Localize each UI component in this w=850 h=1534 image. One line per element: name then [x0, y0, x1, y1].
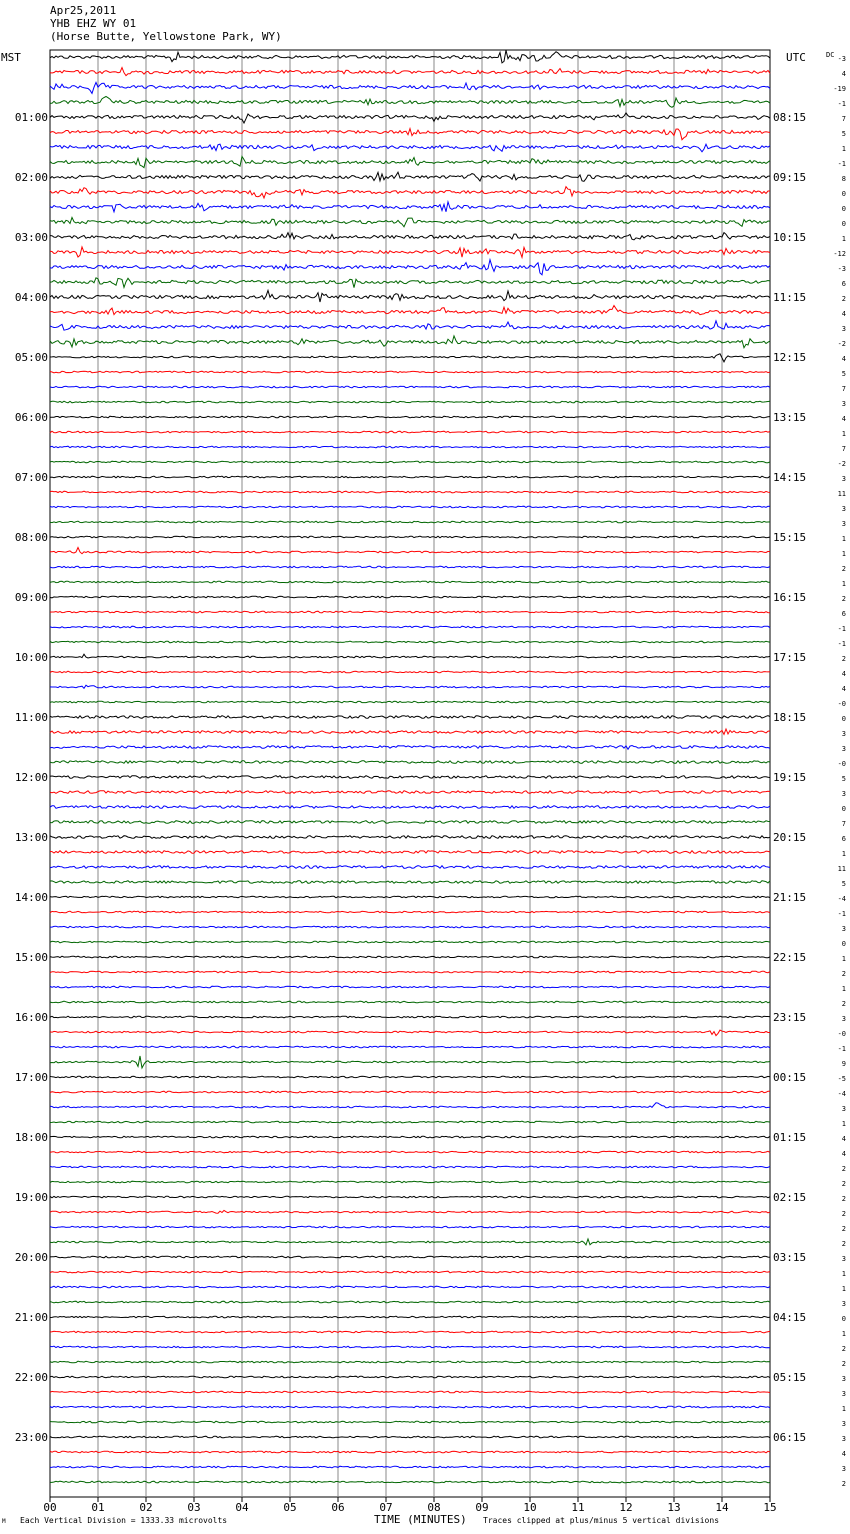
trace-row	[50, 685, 770, 688]
utc-label: UTC	[786, 51, 806, 64]
dc-offset-label: 2	[841, 1180, 846, 1188]
x-tick-label: 00	[43, 1501, 57, 1514]
utc-hour-label: 22:15	[773, 951, 807, 964]
trace-row	[50, 1376, 770, 1378]
station-label: YHB EHZ WY 01	[50, 17, 137, 30]
dc-offset-label: 6	[841, 835, 846, 843]
trace-row	[50, 761, 770, 764]
dc-offset-label: 1	[841, 1270, 846, 1278]
dc-offset-label: -1	[837, 910, 846, 918]
trace-row	[50, 306, 770, 315]
mst-hour-label: 01:00	[14, 111, 48, 124]
trace-row	[50, 233, 770, 240]
dc-offset-label: 0	[841, 1315, 846, 1323]
trace-row	[50, 701, 770, 703]
trace-row	[50, 971, 770, 973]
dc-offset-label: -1	[837, 160, 846, 168]
trace-row	[50, 187, 770, 198]
dc-offset-label: 4	[841, 670, 846, 678]
x-tick-label: 01	[91, 1501, 105, 1514]
trace-row	[50, 1136, 770, 1138]
mst-hour-label: 17:00	[14, 1071, 48, 1084]
dc-offset-label: 2	[841, 1000, 846, 1008]
x-tick-label: 02	[139, 1501, 153, 1514]
dc-offset-label: 1	[841, 430, 846, 438]
trace-row	[50, 1271, 770, 1273]
dc-offset-label: 1	[841, 985, 846, 993]
trace-row	[50, 1286, 770, 1288]
trace-row	[50, 1301, 770, 1303]
dc-offset-label: 6	[841, 610, 846, 618]
dc-offset-label: 2	[841, 1480, 846, 1488]
mst-hour-label: 07:00	[14, 471, 48, 484]
dc-offset-label: 3	[841, 1375, 846, 1383]
trace-row	[50, 866, 770, 869]
trace-row	[50, 1151, 770, 1153]
trace-row	[50, 290, 770, 302]
x-tick-label: 13	[667, 1501, 681, 1514]
mst-hour-label: 08:00	[14, 531, 48, 544]
trace-row	[50, 321, 770, 330]
dc-offset-label: -1	[837, 100, 846, 108]
mst-hour-label: 21:00	[14, 1311, 48, 1324]
dc-offset-label: 4	[841, 1150, 846, 1158]
dc-offset-label: 3	[841, 475, 846, 483]
trace-row	[50, 1331, 770, 1333]
trace-row	[50, 1421, 770, 1423]
mst-hour-label: 13:00	[14, 831, 48, 844]
dc-offset-label: -1	[837, 640, 846, 648]
utc-hour-label: 03:15	[773, 1251, 807, 1264]
dc-offset-label: 3	[841, 520, 846, 528]
trace-row	[50, 896, 770, 898]
utc-hour-label: 06:15	[773, 1431, 807, 1444]
dc-offset-label: 1	[841, 145, 846, 153]
location-label: (Horse Butte, Yellowstone Park, WY)	[50, 30, 282, 43]
dc-offset-label: 4	[841, 1450, 846, 1458]
trace-row	[50, 1166, 770, 1168]
trace-row	[50, 1016, 770, 1018]
dc-offset-label: -2	[837, 340, 846, 348]
clip-note: Traces clipped at plus/minus 5 vertical divisions	[483, 1516, 720, 1525]
utc-hour-label: 17:15	[773, 651, 807, 664]
trace-row	[50, 548, 770, 554]
dc-offset-label: 3	[841, 325, 846, 333]
dc-offset-label: 5	[841, 370, 846, 378]
trace-row	[50, 536, 770, 538]
date-label: Apr25,2011	[50, 4, 117, 17]
dc-offset-label: 2	[841, 295, 846, 303]
trace-row	[50, 671, 770, 673]
trace-row	[50, 881, 770, 884]
dc-offset-label: 5	[841, 775, 846, 783]
dc-offset-label: 2	[841, 565, 846, 573]
dc-offset-label: 11	[837, 865, 846, 873]
dc-offset-label: -0	[837, 760, 846, 768]
dc-offset-label: 11	[837, 490, 846, 498]
utc-hour-label: 23:15	[773, 1011, 807, 1024]
scale-note: Each Vertical Division = 1333.33 microvolts	[20, 1516, 228, 1525]
trace-row	[50, 1256, 770, 1258]
dc-offset-label: 3	[841, 505, 846, 513]
mst-hour-label: 15:00	[14, 951, 48, 964]
trace-row	[50, 1316, 770, 1318]
dc-offset-label: 9	[841, 1060, 846, 1068]
mst-hour-label: 16:00	[14, 1011, 48, 1024]
trace-row	[50, 401, 770, 403]
trace-row	[50, 776, 770, 779]
trace-row	[50, 506, 770, 508]
dc-offset-label: 1	[841, 955, 846, 963]
trace-row	[50, 729, 770, 734]
trace-row	[50, 1091, 770, 1093]
utc-hour-label: 09:15	[773, 171, 807, 184]
dc-offset-label: 3	[841, 745, 846, 753]
dc-offset-label: 0	[841, 220, 846, 228]
dc-offset-label: 1	[841, 550, 846, 558]
trace-row	[50, 1030, 770, 1036]
utc-hour-label: 21:15	[773, 891, 807, 904]
dc-offset-label: 3	[841, 790, 846, 798]
dc-offset-label: 4	[841, 70, 846, 78]
dc-offset-label: -1	[837, 625, 846, 633]
trace-row	[50, 113, 770, 123]
trace-row	[50, 371, 770, 373]
dc-offset-label: 3	[841, 1390, 846, 1398]
dc-offset-label: 2	[841, 1225, 846, 1233]
trace-row	[50, 911, 770, 913]
dc-offset-label: 4	[841, 355, 846, 363]
utc-hour-label: 04:15	[773, 1311, 807, 1324]
trace-row	[50, 1121, 770, 1123]
dc-offset-label: 4	[841, 685, 846, 693]
trace-row	[50, 476, 770, 478]
x-tick-label: 15	[763, 1501, 777, 1514]
dc-offset-label: 6	[841, 280, 846, 288]
utc-hour-label: 08:15	[773, 111, 807, 124]
x-tick-label: 05	[283, 1501, 297, 1514]
dc-offset-label: 2	[841, 1360, 846, 1368]
mst-hour-label: 09:00	[14, 591, 48, 604]
utc-hour-label: 14:15	[773, 471, 807, 484]
trace-row	[50, 172, 770, 181]
dc-offset-label: -0	[837, 1030, 846, 1038]
trace-row	[50, 746, 770, 750]
trace-row	[50, 1361, 770, 1363]
trace-row	[50, 1391, 770, 1393]
x-tick-label: 14	[715, 1501, 729, 1514]
dc-offset-label: 1	[841, 1120, 846, 1128]
dc-offset-label: 1	[841, 1405, 846, 1413]
trace-row	[50, 156, 770, 167]
mst-hour-label: 18:00	[14, 1131, 48, 1144]
dc-offset-label: 5	[841, 880, 846, 888]
utc-hour-label: 05:15	[773, 1371, 807, 1384]
trace-row	[50, 260, 770, 275]
trace-row	[50, 1103, 770, 1108]
utc-hour-label: 12:15	[773, 351, 807, 364]
utc-hour-label: 16:15	[773, 591, 807, 604]
dc-offset-label: -19	[833, 85, 846, 93]
trace-row	[50, 218, 770, 227]
dc-offset-label: 7	[841, 385, 846, 393]
dc-offset-label: 5	[841, 130, 846, 138]
mst-label: MST	[1, 51, 21, 64]
trace-row	[50, 1239, 770, 1245]
mst-hour-label: 23:00	[14, 1431, 48, 1444]
utc-hour-label: 02:15	[773, 1191, 807, 1204]
dc-offset-label: 2	[841, 655, 846, 663]
dc-offset-label: 3	[841, 1300, 846, 1308]
trace-row	[50, 821, 770, 824]
dc-offset-label: -2	[837, 460, 846, 468]
trace-row	[50, 1056, 770, 1068]
trace-row	[50, 354, 770, 362]
mst-hour-label: 10:00	[14, 651, 48, 664]
trace-row	[50, 68, 770, 76]
mst-hour-label: 12:00	[14, 771, 48, 784]
utc-hour-label: 20:15	[773, 831, 807, 844]
dc-offset-label: -3	[837, 265, 846, 273]
trace-row	[50, 431, 770, 433]
utc-hour-label: 19:15	[773, 771, 807, 784]
dc-offset-label: -1	[837, 1045, 846, 1053]
dc-offset-label: 1	[841, 1330, 846, 1338]
mst-hour-label: 22:00	[14, 1371, 48, 1384]
mst-hour-label: 14:00	[14, 891, 48, 904]
mst-hour-label: 20:00	[14, 1251, 48, 1264]
utc-hour-label: 15:15	[773, 531, 807, 544]
trace-row	[50, 1001, 770, 1003]
trace-row	[50, 716, 770, 719]
x-tick-label: 12	[619, 1501, 633, 1514]
trace-row	[50, 144, 770, 152]
x-tick-label: 03	[187, 1501, 201, 1514]
utc-hour-label: 13:15	[773, 411, 807, 424]
dc-offset-label: 2	[841, 1165, 846, 1173]
dc-offset-label: 1	[841, 1285, 846, 1293]
dc-offset-label: -4	[837, 1090, 846, 1098]
dc-offset-label: 1	[841, 535, 846, 543]
trace-row	[50, 1046, 770, 1048]
x-tick-label: 07	[379, 1501, 393, 1514]
trace-row	[50, 336, 770, 348]
trace-row	[50, 202, 770, 212]
trace-row	[50, 941, 770, 943]
trace-row	[50, 806, 770, 809]
dc-offset-label: 3	[841, 400, 846, 408]
trace-row	[50, 1466, 770, 1468]
trace-row	[50, 626, 770, 628]
x-tick-label: 06	[331, 1501, 345, 1514]
mst-hour-label: 03:00	[14, 231, 48, 244]
trace-row	[50, 386, 770, 388]
x-tick-label: 04	[235, 1501, 249, 1514]
dc-offset-label: 7	[841, 445, 846, 453]
trace-row	[50, 611, 770, 613]
x-axis-label: TIME (MINUTES)	[374, 1513, 467, 1526]
trace-row	[50, 566, 770, 568]
utc-hour-label: 10:15	[773, 231, 807, 244]
trace-row	[50, 1226, 770, 1228]
trace-row	[50, 97, 770, 108]
trace-row	[50, 791, 770, 794]
trace-row	[50, 926, 770, 928]
trace-row	[50, 521, 770, 523]
dc-offset-label: 4	[841, 1135, 846, 1143]
dc-offset-label: 1	[841, 850, 846, 858]
trace-row	[50, 836, 770, 839]
dc-offset-label: 2	[841, 1195, 846, 1203]
utc-hour-label: 11:15	[773, 291, 807, 304]
dc-offset-label: 4	[841, 310, 846, 318]
dc-offset-label: 2	[841, 595, 846, 603]
dc-offset-label: 3	[841, 1015, 846, 1023]
mst-hour-label: 19:00	[14, 1191, 48, 1204]
trace-row	[50, 851, 770, 854]
dc-offset-label: 8	[841, 175, 846, 183]
x-tick-label: 11	[571, 1501, 585, 1514]
trace-row	[50, 1181, 770, 1183]
dc-offset-label: -5	[837, 1075, 846, 1083]
trace-row	[50, 654, 770, 658]
dc-offset-label: 0	[841, 715, 846, 723]
corner-mark: M	[2, 1518, 6, 1525]
trace-row	[50, 1076, 770, 1078]
mst-hour-label: 11:00	[14, 711, 48, 724]
trace-row	[50, 986, 770, 988]
trace-row	[50, 50, 770, 63]
dc-offset-label: 3	[841, 1435, 846, 1443]
mst-hour-label: 04:00	[14, 291, 48, 304]
trace-row	[50, 1451, 770, 1453]
trace-row	[50, 278, 770, 288]
trace-row	[50, 596, 770, 598]
trace-row	[50, 247, 770, 257]
dc-offset-label: 7	[841, 820, 846, 828]
mst-hour-label: 02:00	[14, 171, 48, 184]
trace-row	[50, 491, 770, 493]
dc-offset-label: 3	[841, 1105, 846, 1113]
dc-offset-label: 3	[841, 1465, 846, 1473]
utc-hour-label: 01:15	[773, 1131, 807, 1144]
trace-row	[50, 1196, 770, 1198]
dc-offset-label: 2	[841, 1345, 846, 1353]
dc-offset-label: 0	[841, 190, 846, 198]
dc-offset-label: 7	[841, 115, 846, 123]
dc-offset-label: -12	[833, 250, 846, 258]
dc-offset-label: 1	[841, 580, 846, 588]
dc-offset-label: 0	[841, 940, 846, 948]
dc-offset-label: -3	[837, 55, 846, 63]
trace-row	[50, 1436, 770, 1438]
dc-offset-label: 4	[841, 415, 846, 423]
trace-row	[50, 956, 770, 958]
mst-hour-label: 05:00	[14, 351, 48, 364]
trace-row	[50, 82, 770, 93]
dc-offset-label: 3	[841, 730, 846, 738]
trace-row	[50, 581, 770, 583]
trace-row	[50, 1346, 770, 1348]
mst-hour-label: 06:00	[14, 411, 48, 424]
dc-offset-label: 3	[841, 925, 846, 933]
x-tick-label: 10	[523, 1501, 537, 1514]
dc-offset-label: 2	[841, 1240, 846, 1248]
dc-offset-label: 0	[841, 805, 846, 813]
dc-offset-label: 2	[841, 1210, 846, 1218]
trace-row	[50, 1210, 770, 1213]
trace-row	[50, 461, 770, 463]
dc-offset-label: -4	[837, 895, 846, 903]
utc-hour-label: 18:15	[773, 711, 807, 724]
x-tick-label: 09	[475, 1501, 489, 1514]
dc-offset-label: 3	[841, 1420, 846, 1428]
trace-row	[50, 1481, 770, 1483]
dc-offset-label: 2	[841, 970, 846, 978]
trace-row	[50, 129, 770, 140]
dc-offset-label: 1	[841, 235, 846, 243]
trace-row	[50, 1406, 770, 1408]
dc-offset-label: 3	[841, 1255, 846, 1263]
dc-offset-label: 0	[841, 205, 846, 213]
x-tick-label: 08	[427, 1501, 441, 1514]
trace-row	[50, 416, 770, 418]
dc-header: DC	[826, 51, 835, 59]
trace-row	[50, 446, 770, 448]
utc-hour-label: 00:15	[773, 1071, 807, 1084]
dc-offset-label: -0	[837, 700, 846, 708]
trace-row	[50, 641, 770, 643]
